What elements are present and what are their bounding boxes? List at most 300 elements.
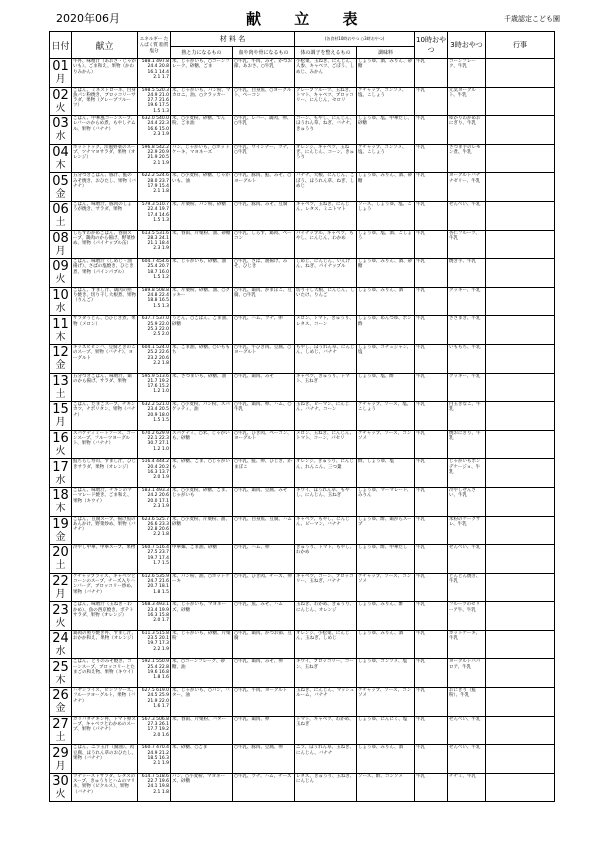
- weekday: 月: [55, 417, 66, 429]
- day-cell: [50, 173, 72, 202]
- day-number: 05: [52, 173, 69, 189]
- weekday: 水: [55, 474, 66, 486]
- col-snack10: 10時おやつ: [415, 32, 448, 59]
- seasoning-cell: しょうゆ、みりん、酒、砂糖: [357, 173, 415, 202]
- day-cell: [50, 459, 72, 488]
- snack10-cell: 牛乳: [415, 173, 448, 202]
- day-cell: [50, 773, 72, 802]
- snack3-cell: クッキー、牛乳: [448, 287, 486, 316]
- event-cell: [486, 87, 555, 116]
- menu-rows: [50, 59, 555, 802]
- seasoning-cell: ケチャップ、ソース、コンソメ: [357, 688, 415, 717]
- vegetable-ingredients-cell: キャベツ、玉ねぎ、にんじん、レタス、ミニトマト: [295, 201, 357, 230]
- event-cell: [486, 630, 555, 659]
- event-cell: [486, 116, 555, 145]
- table-row: [50, 545, 555, 574]
- heat-ingredients-cell: 米、○小麦粉、パン粉、スパゲッティ、油: [171, 402, 233, 431]
- nutrition-cell: 596.8 542.2 22.9 20.9 21.9 20.5 2.1 1.9: [138, 144, 171, 173]
- page-header: [0, 8, 600, 30]
- nutrition-cell: 632.0 540.0 24.4 22.3 16.6 15.0 2.3 1.9: [138, 116, 171, 145]
- day-number: 27: [52, 716, 69, 732]
- vegetable-ingredients-cell: メロン、玉ねぎ、にんじん、トマト、コーン、パセリ: [295, 430, 357, 459]
- snack3-cell: 焼おにぎり、牛乳: [448, 430, 486, 459]
- protein-ingredients-cell: ○牛乳、牛肉、みそ、かつお節、あおさ、○牛乳: [233, 59, 295, 88]
- protein-ingredients-cell: ○牛乳、鮭、卵、ひじき、かまぼこ: [233, 459, 295, 488]
- vegetable-ingredients-cell: メロン、トマト、きゅうり、レタス、コーン: [295, 316, 357, 345]
- snack3-cell: さつま芋のレモン煮、牛乳: [448, 144, 486, 173]
- nutrition-cell: 589.8 508.8 24.8 22.4 18.8 16.5 1.5 1.3: [138, 287, 171, 316]
- protein-ingredients-cell: ○牛乳、豚肉、豆腐、卵: [233, 745, 295, 774]
- protein-ingredients-cell: ○牛乳、鶏肉、みそ、卵: [233, 659, 295, 688]
- vegetable-ingredients-cell: 玉ねぎ、にんじん、マッシュルーム、バナナ: [295, 688, 357, 717]
- seasoning-cell: ケチャップ、ソース、コンソメ: [357, 430, 415, 459]
- event-cell: [486, 344, 555, 373]
- event-cell: [486, 402, 555, 431]
- day-cell: [50, 630, 72, 659]
- vegetable-ingredients-cell: グレープフルーツ、玉ねぎ、トマト、キャベツ、ブロッコリー、にんじん、セロリ: [295, 87, 357, 116]
- heat-ingredients-cell: 米、砂糖、○ごま: [171, 745, 233, 774]
- snack3-cell: チヂミ、牛乳: [448, 773, 486, 802]
- table-row: [50, 630, 555, 659]
- nutrition-cell: 588.1 497.8 24.4 20.8 16.1 14.4 2.1 1.7: [138, 59, 171, 88]
- table-row: [50, 230, 555, 259]
- protein-ingredients-cell: ○牛乳、ハム、ツナ、卵: [233, 316, 295, 345]
- day-number: 17: [52, 459, 69, 475]
- event-cell: [486, 688, 555, 717]
- table-row: [50, 459, 555, 488]
- heat-ingredients-cell: 米、春雨、片栗粉、バター: [171, 716, 233, 745]
- nutrition-cell: 611.3 515.8 23.5 20.1 19.7 17.3 2.2 1.9: [138, 630, 171, 659]
- snack3-cell: ヨーグルトパパロア、牛乳: [448, 659, 486, 688]
- seasoning-cell: しょうゆ、酢、鶏がらスープ: [357, 516, 415, 545]
- day-number: 10: [52, 288, 69, 304]
- day-number: 02: [52, 87, 69, 103]
- col-ingredients-note: (各食材10時おやつ ○3時おやつ): [295, 32, 415, 47]
- menu-cell: ごはん、とりのみそ焼き、コーンスープ、ブロッコリーとたまごの和え物、果物（キウイ）: [72, 659, 138, 688]
- seasoning-cell: ケチャップ、ソース、塩、こしょう: [357, 402, 415, 431]
- table-row: [50, 173, 555, 202]
- nutrition-cell: 516.4 444.2 20.4 20.2 16.3 13.7 2.0 1.9: [138, 459, 171, 488]
- seasoning-cell: しょうゆ、塩、酢: [357, 373, 415, 402]
- heat-ingredients-cell: 米、○小麦粉、砂糖、じゃがいも、油: [171, 173, 233, 202]
- menu-cell: 五分つきごはん、味噌汁、鶏のから揚げ、サラダ、果物: [72, 373, 138, 402]
- menu-cell: 鶏肉の照り焼き丼、すまし汁、おかか和え、果物（オレンジ）: [72, 630, 138, 659]
- menu-cell: スパゲティミートソース、コーンスープ、フルーツヨーグルト、果物（バナナ）: [72, 430, 138, 459]
- day-cell: [50, 87, 72, 116]
- menu-cell: ガリバタチキン丼、トマト卵スープ、キャベツとわかめのスープ、果物（パナナ）: [72, 716, 138, 745]
- event-cell: [486, 602, 555, 631]
- menu-cell: ごはん、味噌汁（しめじ・油揚げ）、さばの塩焼き、ひじき煮、果物（パインパブル）: [72, 259, 138, 288]
- day-number: 15: [52, 402, 69, 418]
- seasoning-cell: しょうゆ、みりん、酒: [357, 745, 415, 774]
- day-cell: [50, 201, 72, 230]
- event-cell: [486, 59, 555, 88]
- weekday: 火: [55, 617, 66, 629]
- vegetable-ingredients-cell: キャベツ、コーン、ブロッコリー、玉ねぎ、バナナ: [295, 573, 357, 602]
- menu-cell: しらすわかめごはん、春雨スープ、鶏肉のから揚げ、野菜炒め、果物（パイナップル缶）: [72, 230, 138, 259]
- menu-cell: 五分つきごはん、豚汁、鮭のみそ焼き、おひたし、果物（バナナ）: [72, 173, 138, 202]
- snack10-cell: 牛乳: [415, 487, 448, 516]
- vegetable-ingredients-cell: しめじ、にんじん、いんげん、ねぎ、パイナップル: [295, 259, 357, 288]
- col-event: 行事: [486, 32, 555, 59]
- protein-ingredients-cell: ○牛乳、ウインナー、ツナ、○牛乳: [233, 144, 295, 173]
- table-row: [50, 59, 555, 88]
- nutrition-cell: 583.1 493.3 24.2 20.6 20.0 17.1 2.3 1.9: [138, 487, 171, 516]
- day-cell: [50, 545, 72, 574]
- snack10-cell: 牛乳: [415, 344, 448, 373]
- vegetable-ingredients-cell: コーン、もやし、にんじん、ほうれん草、ねぎ、バナナ、きゅうり: [295, 116, 357, 145]
- snack3-cell: ヨーグルトバナナゼリー、牛乳: [448, 173, 486, 202]
- vegetable-ingredients-cell: ニラ、ほうれん草、玉ねぎ、にんじん、バナナ: [295, 745, 357, 774]
- day-cell: [50, 487, 72, 516]
- protein-ingredients-cell: ○牛乳、豚肉、鮭、みそ、○ヨーグルト: [233, 173, 295, 202]
- menu-cell: ごはん、すまし汁、鶏肉の照り焼き、切り干し大根煮、果物（りんご）: [72, 287, 138, 316]
- weekday: 火: [55, 789, 66, 801]
- day-number: 19: [52, 516, 69, 532]
- snack10-cell: 牛乳: [415, 230, 448, 259]
- vegetable-ingredients-cell: きゅうり、トマト、もやし、わかめ: [295, 545, 357, 574]
- day-number: 08: [52, 230, 69, 246]
- day-cell: [50, 373, 72, 402]
- table-row: [50, 659, 555, 688]
- snack10-cell: 牛乳: [415, 659, 448, 688]
- protein-ingredients-cell: ○牛乳、鶏肉、みそ: [233, 373, 295, 402]
- heat-ingredients-cell: 米、○コーンフレーク、砂糖、油: [171, 659, 233, 688]
- snack10-cell: 牛乳: [415, 287, 448, 316]
- snack3-cell: せんべい、牛乳: [448, 545, 486, 574]
- event-cell: [486, 144, 555, 173]
- vegetable-ingredients-cell: キウイ、ほうれん草、もやし、にんじん、玉ねぎ: [295, 487, 357, 516]
- snack10-cell: 牛乳: [415, 116, 448, 145]
- event-cell: [486, 201, 555, 230]
- nutrition-cell: 637.7 537.0 25.9 22.0 25.3 22.0 2.5 2.0: [138, 316, 171, 345]
- event-cell: [486, 516, 555, 545]
- vegetable-ingredients-cell: オレンジ、きゅうり、にんじん、れんこん、三つ葉: [295, 459, 357, 488]
- nutrition-cell: 613.5 531.6 28.3 24.1 21.1 18.4 2.3 1.9: [138, 230, 171, 259]
- nutrition-cell: 623.6 525.7 26.6 23.3 22.8 20.6 2.2 1.8: [138, 516, 171, 545]
- event-cell: [486, 745, 555, 774]
- heat-ingredients-cell: 米、じゃがいも、マヨネーズ、砂糖: [171, 602, 233, 631]
- nutrition-cell: 632.2 521.0 23.4 20.5 20.9 18.0 1.5 1.5: [138, 402, 171, 431]
- menu-cell: ごはん、ニラ玉汁（醤油）、肉豆腐、ほうれん草のおひたし、果物（バナナ）: [72, 745, 138, 774]
- snack10-cell: 牛乳: [415, 402, 448, 431]
- day-cell: [50, 716, 72, 745]
- menu-cell: ごはん、味噌汁、豚肉のしょうが焼き、サラダ、果物: [72, 201, 138, 230]
- menu-cell: キッズビビンバ、豆腐ときのこのスープ、果物（バナナ）、ヨーグルト: [72, 344, 138, 373]
- heat-ingredients-cell: 米、片栗粉、パン粉、砂糖: [171, 201, 233, 230]
- event-cell: [486, 459, 555, 488]
- page-title: 献 立 表: [246, 10, 372, 28]
- col-seasoning: 調味料: [357, 47, 415, 59]
- protein-ingredients-cell: ○牛乳、ツナ、ハム、チーズ: [233, 773, 295, 802]
- weekday: 金: [55, 531, 66, 543]
- vegetable-ingredients-cell: バナナ、大根、にんじん、ごぼう、ほうれん草、ねぎ、しめじ: [295, 173, 357, 202]
- protein-ingredients-cell: ○牛乳、ひき肉、チーズ、卵: [233, 573, 295, 602]
- snack3-cell: せんべい、牛乳: [448, 716, 486, 745]
- vegetable-ingredients-cell: パイナップル、キャベツ、もやし、にんじん、わかめ: [295, 230, 357, 259]
- heat-ingredients-cell: 米、じゃがいも、○コーンフレーク、砂糖、ごま: [171, 59, 233, 88]
- menu-cell: 牛丼、味噌汁（あおさ・じゃがいも）、ごま和え、果物（かわりみかん）: [72, 59, 138, 88]
- snack10-cell: 牛乳: [415, 459, 448, 488]
- protein-ingredients-cell: ○牛乳、鶏肉、かつお節、豆腐: [233, 630, 295, 659]
- table-row: [50, 402, 555, 431]
- protein-ingredients-cell: ○牛乳、牛ひき肉、豆腐、○ヨーグルト: [233, 344, 295, 373]
- nutrition-cell: 604.7 454.6 25.4 20.7 18.7 16.0 1.5 1.2: [138, 259, 171, 288]
- heat-ingredients-cell: パン、じゃがいも、○ホットケーキ、マヨネーズ: [171, 144, 233, 173]
- nutrition-cell: 622.2 524.6 28.0 23.7 17.9 15.4 2.1 1.8: [138, 173, 171, 202]
- weekday: 水: [55, 646, 66, 658]
- snack10-cell: 牛乳: [415, 545, 448, 574]
- nutrition-cell: 614.7 518.6 22.7 19.6 24.1 19.8 2.1 1.8: [138, 773, 171, 802]
- vegetable-ingredients-cell: 切り干し大根、にんじん、しいたけ、りんご: [295, 287, 357, 316]
- menu-cell: ごはん、味噌汁（玉ねぎ・わかめ）、魚の西京焼き、ポテトサラダ、果物（オレンジ）: [72, 602, 138, 631]
- col-ingredients: 材 料 名: [171, 32, 295, 47]
- vegetable-ingredients-cell: 小松菜、玉ねぎ、にんじん、人参、キャベツ、ごぼう、しめじ、みかん: [295, 59, 357, 88]
- day-number: 22: [52, 573, 69, 589]
- day-number: 18: [52, 488, 69, 504]
- snack10-cell: 牛乳: [415, 602, 448, 631]
- menu-cell: ホットドッグ、洋風野菜のスープ、ツナマヨサラダ、果物（オレンジ）: [72, 144, 138, 173]
- protein-ingredients-cell: ○牛乳、鶏肉、卵、ハム、○牛乳: [233, 402, 295, 431]
- nutrition-cell: 592.1 550.9 25.4 22.8 19.6 16.8 1.8 1.6: [138, 659, 171, 688]
- day-number: 04: [52, 145, 69, 161]
- snack10-cell: 牛乳: [415, 773, 448, 802]
- weekday: 木: [55, 674, 66, 686]
- weekday: 土: [55, 731, 66, 743]
- snack3-cell: ホットケーキ、牛乳: [448, 630, 486, 659]
- snack10-cell: 牛乳: [415, 316, 448, 345]
- col-menu: 献立: [72, 32, 138, 59]
- day-cell: [50, 259, 72, 288]
- event-cell: [486, 230, 555, 259]
- weekday: 土: [55, 217, 66, 229]
- weekday: 月: [55, 588, 66, 600]
- nutrition-cell: 670.2 629.9 22.1 22.3 30.7 27.1 1.2 1.0: [138, 430, 171, 459]
- day-number: 01: [52, 59, 69, 75]
- col-body: 体の調子を整えるもの: [295, 47, 357, 59]
- weekday: 月: [55, 245, 66, 257]
- menu-cell: ごはん、ミネストローネ、白身魚パン粉焼き、ブロッコリーサラダ、果物（グレープフルーツ）: [72, 87, 138, 116]
- seasoning-cell: 酢、しょうゆ、塩: [357, 459, 415, 488]
- menu-cell: ハヤシライス、ビシソワーズ、フルーツヨーグルト、果物（バナナ）: [72, 688, 138, 717]
- table-row: [50, 487, 555, 516]
- table-row: [50, 430, 555, 459]
- table-row: [50, 373, 555, 402]
- day-cell: [50, 344, 72, 373]
- snack3-cell: おにぎり（鮭粉）、牛乳: [448, 688, 486, 717]
- event-cell: [486, 573, 555, 602]
- seasoning-cell: ケチャップ、ソース、コンソメ: [357, 573, 415, 602]
- weekday: 土: [55, 388, 66, 400]
- protein-ingredients-cell: ○牛乳、白身魚、豆腐、ハム: [233, 516, 295, 545]
- menu-cell: ツナトーストサラダ、レタスのスープ、きゅうりとハムのマリネ、果物（ピクルス）、果物（バナナ）: [72, 773, 138, 802]
- weekday: 月: [55, 74, 66, 86]
- day-cell: [50, 59, 72, 88]
- heat-ingredients-cell: 米、○小麦粉、砂糖、ごま、じゃがいも: [171, 487, 233, 516]
- protein-ingredients-cell: ○牛乳、レバー、鶏肉、卵、○牛乳: [233, 116, 295, 145]
- menu-cell: ごはん、たまごスープ、チキンカツ、ナポリタン、果物（バナナ）: [72, 402, 138, 431]
- day-cell: [50, 430, 72, 459]
- heat-ingredients-cell: スパゲティ、○米、じゃがいも、砂糖: [171, 430, 233, 459]
- event-cell: [486, 173, 555, 202]
- day-cell: [50, 316, 72, 345]
- seasoning-cell: しょうゆ、めんつゆ、ポン酢: [357, 316, 415, 345]
- heat-ingredients-cell: 米、じゃがいも、砂糖、油: [171, 259, 233, 288]
- vegetable-ingredients-cell: レタス、きゅうり、玉ねぎ、にんじん: [295, 773, 357, 802]
- vegetable-ingredients-cell: キャベツ、きゅうり、トマト、玉ねぎ: [295, 373, 357, 402]
- table-row: [50, 287, 555, 316]
- snack10-cell: 牛乳: [415, 688, 448, 717]
- snack3-cell: フルーツのゼリーア牛、牛乳: [448, 602, 486, 631]
- seasoning-cell: しょうゆ、みりん、酒、砂糖: [357, 259, 415, 288]
- nutrition-cell: 560.7 516.4 27.5 23.7 19.7 17.4 1.7 1.5: [138, 545, 171, 574]
- vegetable-ingredients-cell: 玉ねぎ、わかめ、きゅうり、にんじん、オレンジ: [295, 602, 357, 631]
- month-label: 2020年06月: [56, 12, 120, 25]
- vegetable-ingredients-cell: トマト、キャベツ、わかめ、玉ねぎ: [295, 716, 357, 745]
- snack10-cell: 牛乳: [415, 745, 448, 774]
- protein-ingredients-cell: ○牛乳、牛肉、ヨーグルト: [233, 688, 295, 717]
- snack3-cell: 杏仁フルーツ、牛乳: [448, 230, 486, 259]
- heat-ingredients-cell: 米、春雨、片栗粉、油、砂糖: [171, 230, 233, 259]
- day-cell: [50, 573, 72, 602]
- vegetable-ingredients-cell: もやし、ほうれん草、にんじん、しめじ、バナナ: [295, 344, 357, 373]
- table-row: [50, 116, 555, 145]
- weekday: 金: [55, 188, 66, 200]
- seasoning-cell: ケチャップ、コンソメ、塩、こしょう: [357, 87, 415, 116]
- menu-cell: サラダうどん、○ひじき煮、果物（メロン）: [72, 316, 138, 345]
- event-cell: [486, 545, 555, 574]
- snack10-cell: 牛乳: [415, 259, 448, 288]
- day-number: 29: [52, 745, 69, 761]
- heat-ingredients-cell: 米、じゃがいも、○パン、バター、油: [171, 688, 233, 717]
- menu-cell: ごはん、豆腐スープ、揚げ魚のあんかけ、野菜炒め、果物（バナナ）: [72, 516, 138, 545]
- snack3-cell: クッキー、牛乳: [448, 373, 486, 402]
- heat-ingredients-cell: 米、じゃがいも、砂糖、片栗粉: [171, 630, 233, 659]
- event-cell: [486, 659, 555, 688]
- day-number: 12: [52, 345, 69, 361]
- seasoning-cell: しょうゆ、にんにく、塩: [357, 716, 415, 745]
- table-row: [50, 602, 555, 631]
- day-number: 03: [52, 116, 69, 132]
- table-row: [50, 201, 555, 230]
- weekday: 金: [55, 360, 66, 372]
- seasoning-cell: しょうゆ、塩、酒、こしょう: [357, 230, 415, 259]
- event-cell: [486, 373, 555, 402]
- seasoning-cell: ソース、しょうゆ、塩、こしょう: [357, 201, 415, 230]
- heat-ingredients-cell: 米、片栗粉、砂糖、油、○クッキー: [171, 287, 233, 316]
- organization-name: 千歳認定こども園: [504, 15, 560, 23]
- day-cell: [50, 230, 72, 259]
- col-blood: 血や肉や骨になるもの: [233, 47, 295, 59]
- event-cell: [486, 487, 555, 516]
- seasoning-cell: しょうゆ、コチュジャン、塩: [357, 344, 415, 373]
- heat-ingredients-cell: うどん、○ごはん、ごま油、砂糖: [171, 316, 233, 345]
- protein-ingredients-cell: ○牛乳、ハム、卵: [233, 545, 295, 574]
- snack3-cell: 米粉のケークサレ、牛乳: [448, 516, 486, 545]
- menu-cell: ごはん、中華風コーンスープ、レバーのからめ煮、もやしナムル、果物（バナナ）: [72, 116, 138, 145]
- day-number: 06: [52, 202, 69, 218]
- nutrition-cell: 598.5 520.3 24.9 21.0 27.7 21.6 19.6 17.5 1.5 1.3: [138, 87, 171, 116]
- table-row: [50, 573, 555, 602]
- nutrition-cell: 595.9 513.6 21.7 19.2 17.6 15.2 1.2 1.0: [138, 373, 171, 402]
- heat-ingredients-cell: 米、パン粉、油、○ホットケーキ: [171, 573, 233, 602]
- day-number: 16: [52, 431, 69, 447]
- weekday: 火: [55, 446, 66, 458]
- table-row: [50, 259, 555, 288]
- day-cell: [50, 659, 72, 688]
- table-row: [50, 144, 555, 173]
- vegetable-ingredients-cell: キャベツ、もやし、にんじん、ピーマン、バナナ: [295, 516, 357, 545]
- vegetable-ingredients-cell: オレンジ、キャベツ、玉ねぎ、にんじん、コーン、きゅうり: [295, 144, 357, 173]
- day-cell: [50, 688, 72, 717]
- snack10-cell: 牛乳: [415, 144, 448, 173]
- weekday: 金: [55, 703, 66, 715]
- table-row: [50, 516, 555, 545]
- snack3-cell: 冷やしぜんざい、牛乳: [448, 487, 486, 516]
- snack3-cell: 元気ヨーグルト、牛乳: [448, 87, 486, 116]
- event-cell: [486, 259, 555, 288]
- snack10-cell: 牛乳: [415, 373, 448, 402]
- protein-ingredients-cell: ○牛乳、さば、油揚げ、みそ、ひじき: [233, 259, 295, 288]
- table-row: [50, 773, 555, 802]
- day-cell: [50, 144, 72, 173]
- event-cell: [486, 430, 555, 459]
- nutrition-cell: 568.3 493.1 23.4 19.9 16.3 15.8 2.0 1.7: [138, 602, 171, 631]
- snack3-cell: 白玉きなこ、牛乳: [448, 402, 486, 431]
- day-cell: [50, 602, 72, 631]
- snack10-cell: 牛乳: [415, 59, 448, 88]
- day-number: 30: [52, 774, 69, 790]
- menu-cell: 冷やし中華、中華スープ、果物: [72, 545, 138, 574]
- protein-ingredients-cell: ○牛乳、鶏肉、かまぼこ、豆腐、○牛乳: [233, 287, 295, 316]
- nutrition-cell: 560.7 470.4 24.9 21.2 18.5 16.3 2.1 1.9: [138, 745, 171, 774]
- col-day: 日付: [50, 32, 72, 59]
- seasoning-cell: しょうゆ、みりん、酢: [357, 602, 415, 631]
- col-heat: 熱と力になるもの: [171, 47, 233, 59]
- seasoning-cell: しょうゆ、コンソメ、塩: [357, 659, 415, 688]
- nutrition-cell: 612.6 535.9 24.7 21.6 20.7 18.1 1.8 1.5: [138, 573, 171, 602]
- weekday: 木: [55, 160, 66, 172]
- protein-ingredients-cell: ○牛乳、豚肉、みそ、豆腐: [233, 201, 295, 230]
- heat-ingredients-cell: 米、さつまいも、砂糖、油: [171, 373, 233, 402]
- day-number: 25: [52, 659, 69, 675]
- protein-ingredients-cell: ○牛乳、魚、みそ、ハム: [233, 602, 295, 631]
- day-number: 11: [52, 316, 69, 332]
- seasoning-cell: しょうゆ、マーマレード、みりん: [357, 487, 415, 516]
- menu-table: [49, 31, 555, 802]
- seasoning-cell: ケチャップ、コンソメ、塩、こしょう: [357, 144, 415, 173]
- heat-ingredients-cell: 米、じゃがいも、パン粉、マカロニ、油、○クラッカー: [171, 87, 233, 116]
- snack3-cell: せんべい、牛乳: [448, 745, 486, 774]
- menu-cell: ケチャップライス、キャベツとコーンのスープ、チーズ入りハンバーグ、ブロッコリー炒め、果物（バナナ）: [72, 573, 138, 602]
- weekday: 水: [55, 303, 66, 315]
- heat-ingredients-cell: パン、○小麦粉、マヨネーズ、砂糖: [171, 773, 233, 802]
- weekday: 月: [55, 760, 66, 772]
- event-cell: [486, 716, 555, 745]
- col-snack3: 3時おやつ: [448, 32, 486, 59]
- weekday: 土: [55, 560, 66, 572]
- snack3-cell: 焼き芋、牛乳: [448, 259, 486, 288]
- day-number: 26: [52, 688, 69, 704]
- heat-ingredients-cell: 米、ごま油、砂糖、○いももち: [171, 344, 233, 373]
- vegetable-ingredients-cell: キウイ、ブロッコリー、コーン、玉ねぎ: [295, 659, 357, 688]
- menu-cell: ごはん、味噌汁、チキンのマーマレード焼き、ごま和え、果物（キウイ）: [72, 487, 138, 516]
- day-cell: [50, 402, 72, 431]
- menu-cell: 鮭ちらし寿司、すまし汁、ひじきサラダ、果物（オレンジ）: [72, 459, 138, 488]
- day-number: 09: [52, 259, 69, 275]
- heat-ingredients-cell: 米、○小麦粉、片栗粉、油、砂糖: [171, 516, 233, 545]
- snack3-cell: どんどん焼き、牛乳: [448, 573, 486, 602]
